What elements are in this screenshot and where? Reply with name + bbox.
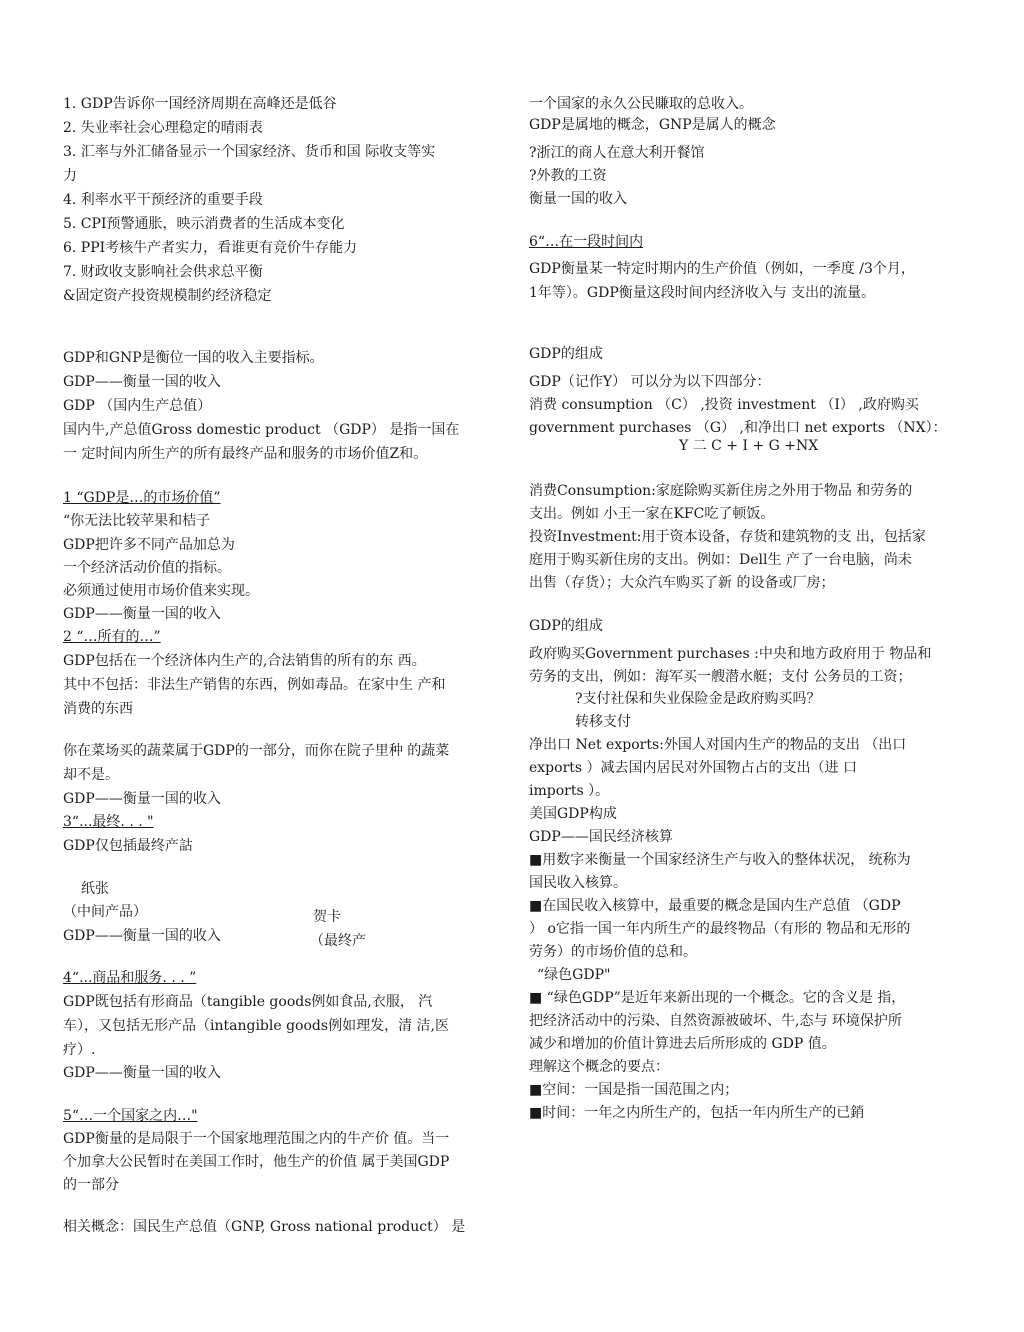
paragraph-line: GDP和GNP是衡位一国的收入主要指标。 — [63, 350, 324, 366]
paragraph-line: 一个经济活动价值的指标。 — [63, 560, 231, 576]
paragraph-line: 相关概念：国民生产总值（GNP, Gross national product） 是 — [63, 1219, 466, 1235]
paragraph-line: 车），又包括无形产品（intangible goods例如理发，清 洁,医 — [63, 1018, 449, 1034]
paragraph-line: ?外教的工资 — [529, 168, 607, 184]
paragraph-line: 理解这个概念的要点： — [529, 1059, 669, 1075]
paragraph-line: ?浙江的商人在意大利开餐馆 — [529, 145, 705, 161]
figure-label-card: 贺卡 — [313, 909, 341, 925]
list-item: 1. GDP告诉你一国经济周期在高峰还是低谷 — [63, 96, 337, 112]
paragraph-line: 把经济活动中的污染、自然资源被破坏、牛,态与 环境保护所 — [529, 1013, 902, 1029]
paragraph-line: 支出。例如 小王一家在KFC吃了顿饭。 — [529, 506, 775, 522]
paragraph-line: GDP衡量的是局限于一个国家地理范围之内的牛产价 值。当一 — [63, 1131, 450, 1147]
paragraph-line: imports ）。 — [529, 783, 610, 799]
section-heading: 4“...商品和服务. . . ” — [63, 970, 197, 986]
paragraph-line: “你无法比较苹果和桔子 — [63, 513, 211, 529]
paragraph-line: GDP（记作Y） 可以分为以下四部分： — [529, 374, 771, 390]
list-item: 4. 利率水平干预经济的重要手段 — [63, 192, 263, 208]
paragraph-line: 转移支付 — [575, 714, 631, 730]
paragraph-line: ） o它指一国一年内所生产的最终物品（有形的 物品和无形的 — [529, 921, 911, 937]
paragraph-line: 消费 consumption （C） ,投资 investment （I） ,政府购买 — [529, 397, 919, 413]
paragraph-line: GDP是属地的概念，GNP是属人的概念 — [529, 117, 776, 133]
paragraph-line: 庭用于购买新住房的支出。例如：Dell生 产了一台电脑，尚未 — [529, 552, 912, 568]
paragraph-line: 净出口 Net exports:外国人对国内生产的物品的支出 （出口 — [529, 737, 907, 753]
paragraph-line: GDP——国民经济核算 — [529, 829, 673, 845]
gdp-formula: Y 二 C + I + G +NX — [679, 438, 819, 454]
list-item: &固定资产投资规模制约经济稳定 — [63, 288, 272, 304]
paragraph-line: GDP——衡量一国的收入 — [63, 606, 221, 622]
list-item: 5. CPI预警通胀，映示消费者的生活成本变化 — [63, 216, 345, 232]
paragraph-line: 美国GDP构成 — [529, 806, 617, 822]
paragraph-line: 其中不包括：非法生产销售的东西，例如毒品。在家中生 产和 — [63, 677, 446, 693]
paragraph-line: 个加拿大公民暂时在美国工作时，他生产的价值 属于美国GDP — [63, 1154, 450, 1170]
paragraph-line: GDP （国内生产总值） — [63, 398, 212, 414]
paragraph-line: 政府购买Government purchases :中央和地方政府用于 物品和 — [529, 646, 932, 662]
paragraph-line: ?支付社保和失业保险金是政府购买吗？ — [575, 691, 821, 707]
list-item: 6. PPI考核牛产者实力，看谁更有竞价牛存能力 — [63, 240, 358, 256]
paragraph-line: GDP——衡量一国的收入 — [63, 928, 221, 944]
list-item: 3. 汇率与外汇储备显示一个国家经济、货币和国 际收支等实 — [63, 144, 436, 160]
paragraph-line: 国民收入核算。 — [529, 875, 627, 891]
paragraph-line: 劳务的支出，例如：海军买一艘潜水艇；支付 公务员的工资； — [529, 669, 912, 685]
section-heading: 2 “…所有的…” — [63, 629, 161, 645]
paragraph-line: GDP把许多不同产品加总为 — [63, 537, 235, 553]
paragraph-line: 疗）. — [63, 1042, 96, 1058]
paragraph-line: 你在菜场买的蔬菜属于GDP的一部分，而你在院子里种 的蔬菜 — [63, 743, 450, 759]
paragraph-line: 国内牛,产总值Gross domestic product （GDP） 是指一国在 — [63, 422, 460, 438]
section-heading: 6“…在一段时间内 — [529, 234, 644, 250]
paragraph-line: 必须通过使用市场价值来实现。 — [63, 583, 259, 599]
paragraph-line: 却不是。 — [63, 767, 119, 783]
paragraph-line: 消费Consumption:家庭除购买新住房之外用于物品 和劳务的 — [529, 483, 913, 499]
paragraph-line: 减少和增加的价值计算进去后所形成的 GDP 值。 — [529, 1036, 836, 1052]
paragraph-line: government purchases （G） ,和净出口 net exports （NX）： — [529, 420, 947, 436]
list-item: 力 — [63, 168, 77, 184]
figure-label-intermediate: （中间产品） — [63, 904, 147, 920]
paragraph-line: GDP既包括有形商品（tangible goods例如食品,衣服， 汽 — [63, 994, 433, 1010]
paragraph-line: GDP衡量某一特定时期内的生产价值（例如，一季度 /3个月， — [529, 261, 915, 277]
paragraph-line: 一个国家的永久公民賺取的总收入。 — [529, 96, 753, 112]
section-heading: 1 “GDP是…的市场价值” — [63, 490, 221, 506]
paragraph-line: GDP——衡量一国的收入 — [63, 791, 221, 807]
list-item: 2. 失业率社会心理稳定的晴雨表 — [63, 120, 263, 136]
figure-label-paper: 纸张 — [81, 881, 109, 897]
paragraph-line: ■用数字来衡量一个国家经济生产与收入的整体状况， 统称为 — [529, 852, 911, 868]
paragraph-line: GDP包括在一个经济体内生产的,合法销售的所有的东 西。 — [63, 653, 426, 669]
section-heading: “绿色GDP" — [537, 967, 611, 983]
paragraph-line: 劳务）的市场价值的总和。 — [529, 944, 697, 960]
paragraph-line: GDP——衡量一国的收入 — [63, 1065, 221, 1081]
paragraph-line: 衡量一国的收入 — [529, 191, 627, 207]
paragraph-line: ■在国民收入核算中，最重要的概念是国内生产总值 （GDP — [529, 898, 901, 914]
paragraph-line: 的一部分 — [63, 1177, 119, 1193]
paragraph-line: ■ “绿色GDP”是近年来新出现的一个概念。它的含义是 指， — [529, 990, 906, 1006]
paragraph-line: 1年等）。GDP衡量这段时间内经济收入与 支出的流量。 — [529, 285, 876, 301]
paragraph-line: ■空间：一国是指一国范围之内； — [529, 1082, 739, 1098]
paragraph-line: GDP仅包插最终产詁 — [63, 838, 193, 854]
paragraph-line: exports ）减去国内居民对外国物占占的支出（进 口 — [529, 760, 857, 776]
paragraph-line: 出售（存货）；大众汽车购买了新 的设备或厂房； — [529, 575, 835, 591]
section-heading: GDP的组成 — [529, 618, 603, 634]
paragraph-line: 消费的东西 — [63, 701, 133, 717]
figure-label-final: （最终产 — [310, 933, 366, 949]
section-heading: GDP的组成 — [529, 346, 603, 362]
list-item: 7. 财政收支影响社会供求总平衡 — [63, 264, 263, 280]
section-heading: 3“...最终. . . " — [63, 814, 154, 830]
paragraph-line: GDP——衡量一国的收入 — [63, 374, 221, 390]
paragraph-line: 投资Investment:用于资本设备，存货和建筑物的支 出，包括家 — [529, 529, 926, 545]
section-heading: 5“…一个国家之内…" — [63, 1108, 198, 1124]
paragraph-line: ■时间：一年之内所生产的，包括一年内所生产的已銷 — [529, 1105, 865, 1121]
paragraph-line: 一 定时间内所生产的所有最终产品和服务的市场价值Z和。 — [63, 446, 428, 462]
